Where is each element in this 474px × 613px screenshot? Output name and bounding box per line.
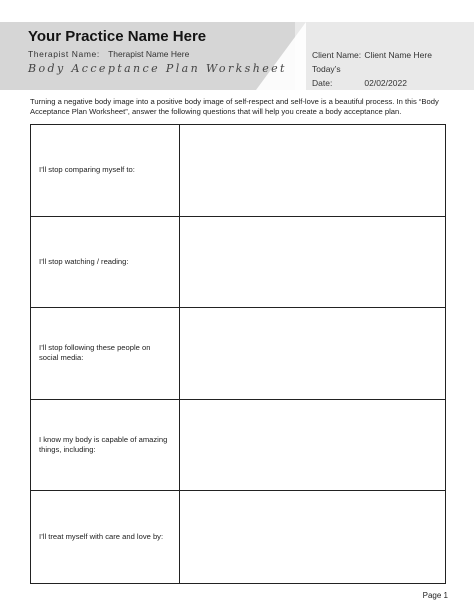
answer-field[interactable] — [180, 308, 445, 400]
answer-field[interactable] — [180, 217, 445, 309]
prompt-cell: I know my body is capable of amazing things, including: — [31, 400, 180, 492]
worksheet-title: Body Acceptance Plan Worksheet — [28, 62, 287, 75]
client-info — [312, 48, 432, 90]
prompt-cell: I’ll stop watching / reading: — [31, 217, 180, 309]
therapist-label: Therapist Name: — [28, 49, 100, 59]
date-row — [312, 62, 432, 90]
client-name: Client Name Here — [364, 50, 432, 60]
header-diagonal-stripe — [256, 22, 306, 90]
page-number: Page 1 — [422, 591, 448, 600]
prompt-cell: I’ll stop comparing myself to: — [31, 125, 180, 217]
date-value: 02/02/2022 — [364, 78, 407, 88]
client-row — [312, 48, 432, 62]
header-band — [0, 22, 474, 90]
client-label: Client Name: — [312, 50, 362, 60]
answer-field[interactable] — [180, 491, 445, 583]
answer-field[interactable] — [180, 125, 445, 217]
prompt-cell: I’ll treat myself with care and love by: — [31, 491, 180, 583]
prompt-cell: I’ll stop following these people on social media: — [31, 308, 180, 400]
therapist-row — [28, 49, 189, 59]
plan-table — [30, 124, 446, 584]
therapist-name: Therapist Name Here — [108, 49, 190, 59]
date-label: Today’s Date: — [312, 64, 341, 88]
practice-name: Your Practice Name Here — [28, 28, 207, 45]
answer-field[interactable] — [180, 400, 445, 492]
intro-paragraph: Turning a negative body image into a positive body image of self-respect and self-love is a beautiful process. In this “Body Acceptance Plan Worksheet”, answer the following questions that will help you create a body acceptance plan. — [30, 97, 439, 116]
